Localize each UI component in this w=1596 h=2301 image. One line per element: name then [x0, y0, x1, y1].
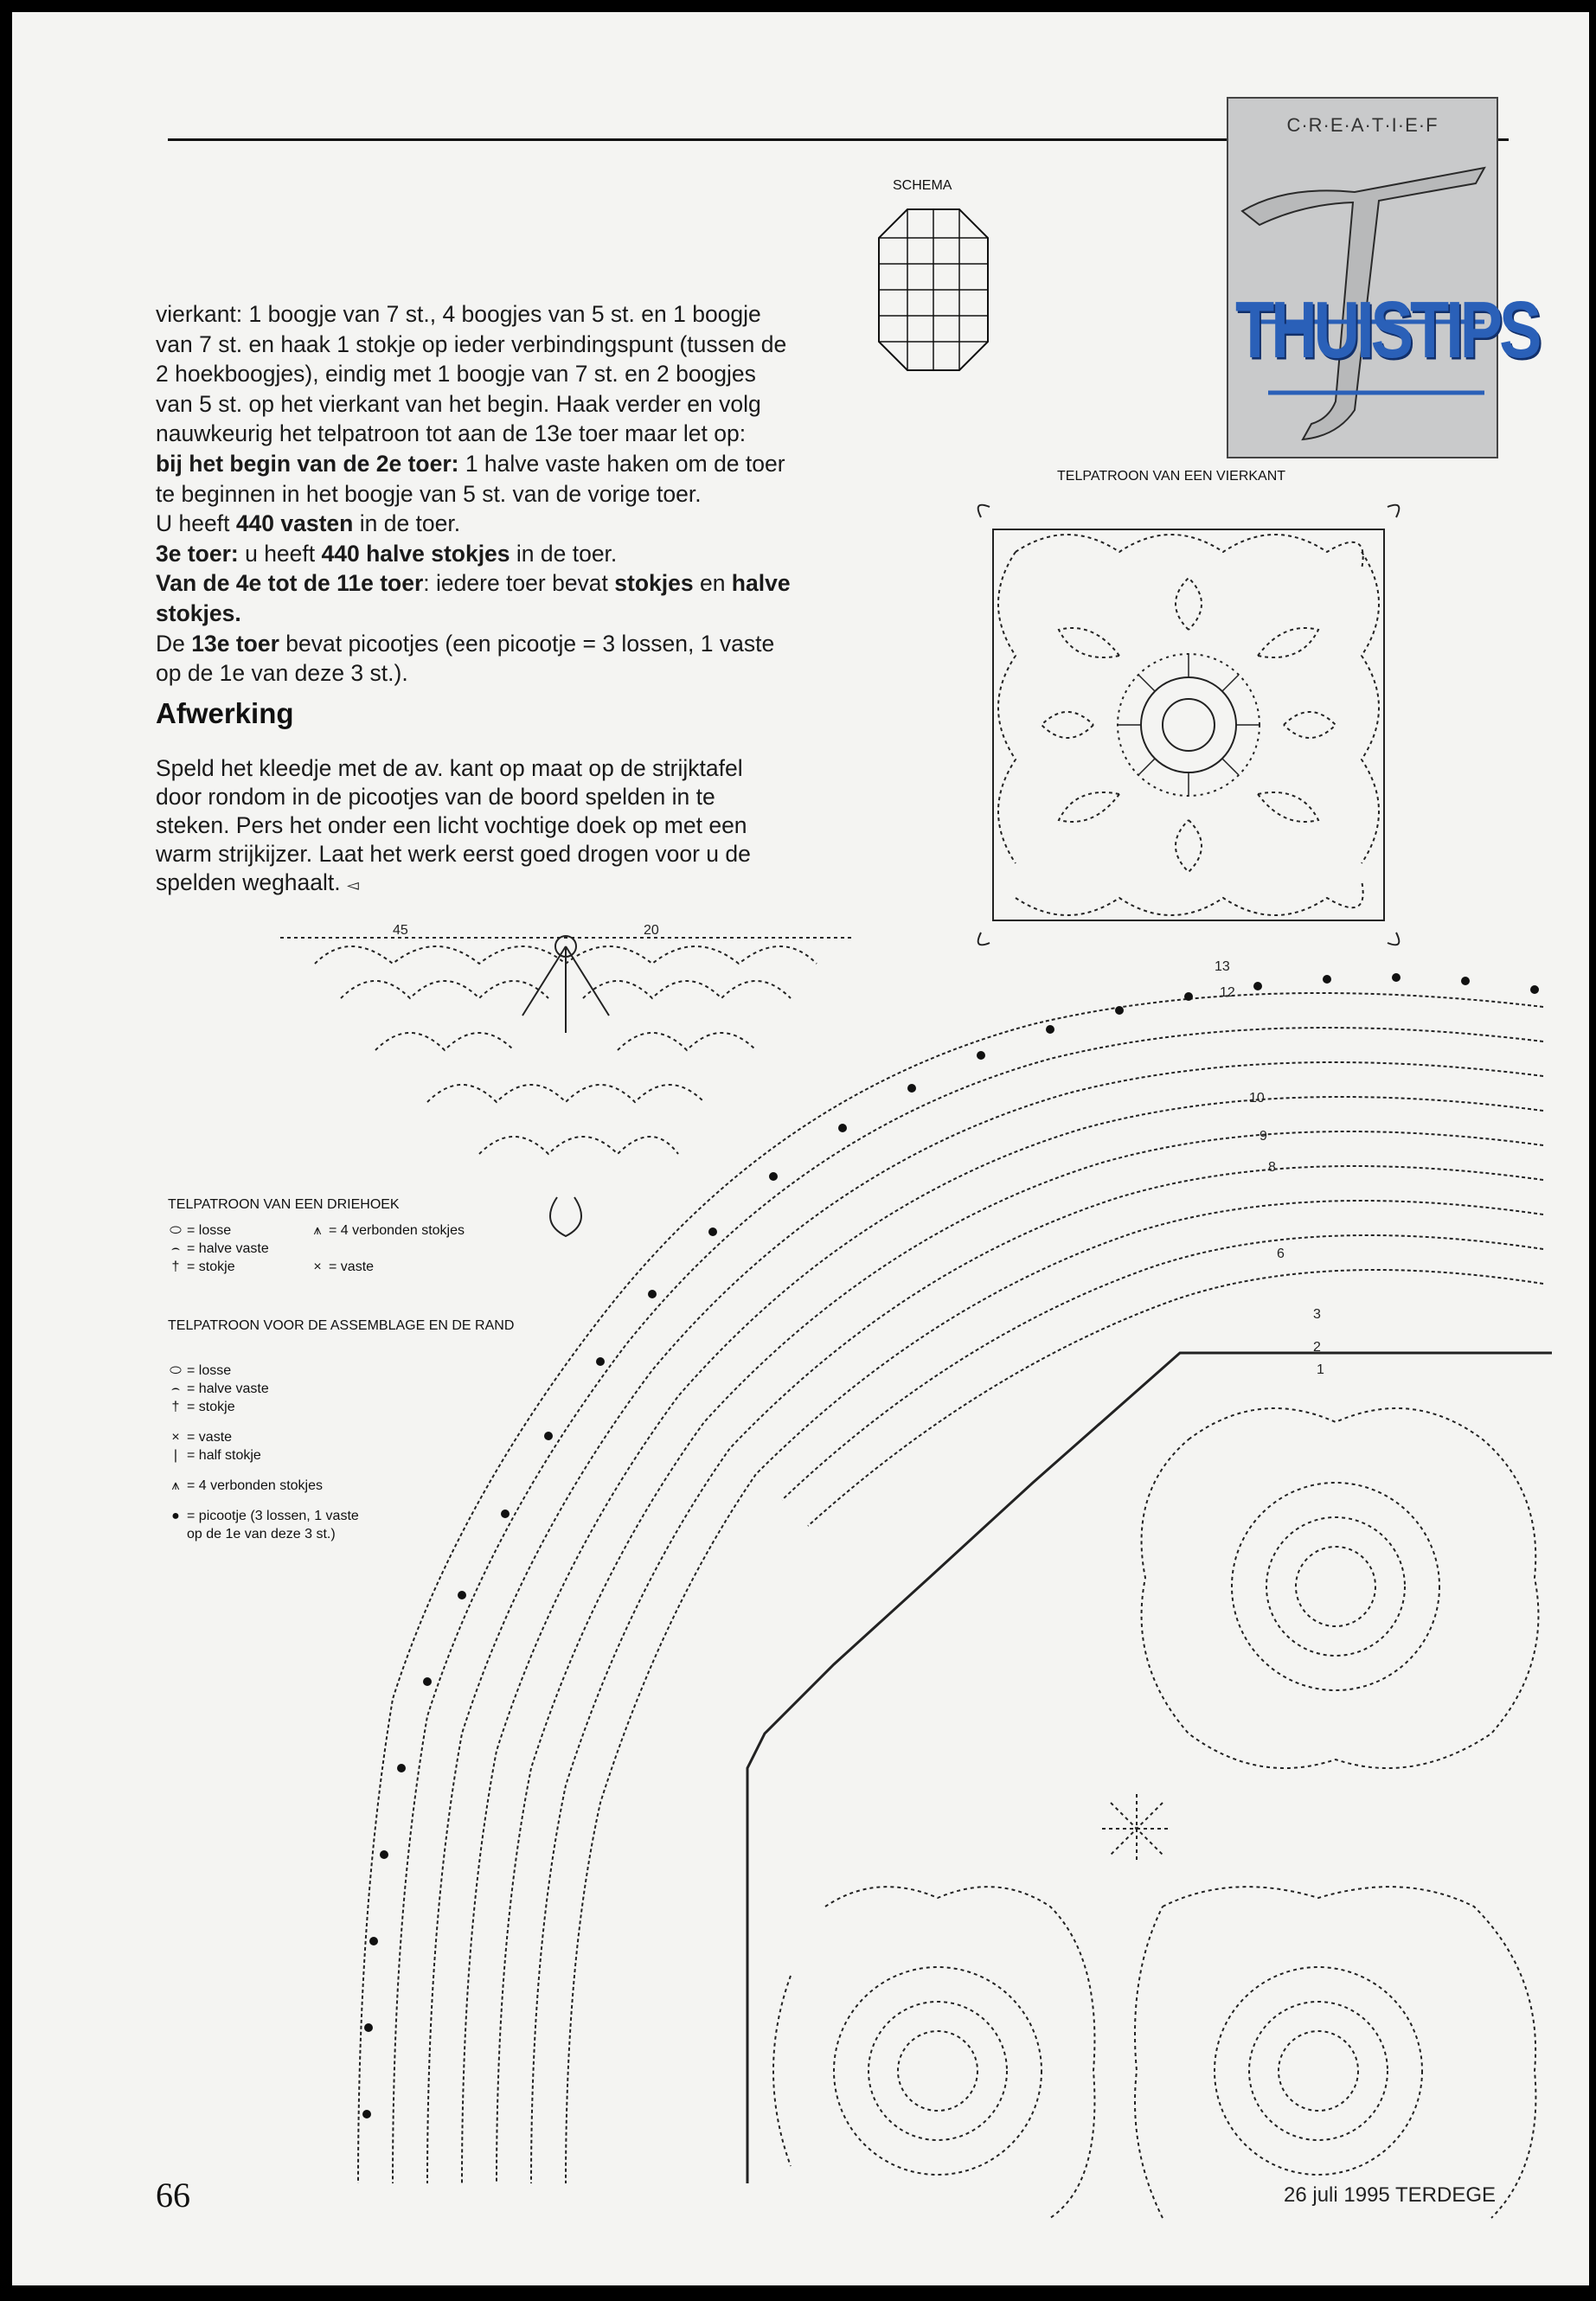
round-label: 20 — [644, 923, 659, 938]
round-label: 2 — [1313, 1340, 1321, 1355]
legend-row: ⩚ = 4 verbonden stokjes — [306, 1221, 465, 1240]
text-line: bij het begin van de 2e toer: 1 halve vaste haken om de toer — [156, 450, 785, 477]
text-line: U heeft 440 vasten in de toer. — [156, 510, 461, 537]
legend-row: ⩚ = 4 verbonden stokjes — [164, 1477, 359, 1495]
legend-row: × = vaste — [164, 1428, 359, 1446]
brand-wordmark: THUISTIPS — [1235, 285, 1539, 375]
legend-row: | = half stokje — [164, 1446, 359, 1465]
round-label: 1 — [1317, 1362, 1324, 1377]
cluster-icon: ⩚ — [171, 1478, 180, 1493]
round-label: 13 — [1215, 959, 1230, 974]
text-line: te beginnen in het boogje van 5 st. van de vorige toer. — [156, 480, 702, 507]
magazine-page — [12, 12, 1589, 2285]
text-line: vierkant: 1 boogje van 7 st., 4 boogjes van 5 st. en 1 boogje — [156, 301, 761, 327]
text-line: van 5 st. op het vierkant van het begin. Haak verder en volg — [156, 390, 761, 417]
round-label: 9 — [1259, 1129, 1267, 1144]
legend-row: ⌢ = halve vaste — [164, 1240, 269, 1258]
picot-icon: ● — [171, 1509, 180, 1523]
round-label: 12 — [1220, 985, 1235, 1000]
square-motif-diagram — [964, 500, 1413, 950]
legend-row: × = vaste — [306, 1258, 465, 1276]
thuistips-badge — [1227, 97, 1539, 458]
text-line: 2 hoekboogjes), eindig met 1 boogje van 7 st. en 2 boogjes — [156, 361, 756, 388]
round-label: 6 — [1277, 1247, 1285, 1261]
triangle-legend — [164, 1221, 269, 1276]
finish-text — [156, 754, 813, 900]
round-label: 8 — [1268, 1160, 1276, 1175]
round-label: 10 — [1249, 1091, 1265, 1106]
text-line: Speld het kleedje met de av. kant op maat op de strijktafel — [156, 755, 743, 781]
assembly-caption: TELPATROON VOOR DE ASSEMBLAGE EN DE RAND — [168, 1318, 515, 1333]
legend-row: ● = picootje (3 lossen, 1 vaste — [164, 1507, 359, 1525]
assembly-border-diagram — [341, 955, 1569, 2235]
treble-icon: † — [171, 1259, 180, 1274]
text-line: Van de 4e tot de 11e toer: iedere toer bevat stokjes en halve — [156, 570, 791, 597]
treble-icon: † — [171, 1400, 180, 1414]
page-number: 66 — [156, 2176, 190, 2214]
text-line: van 7 st. en haak 1 stokje op ieder verbindingspunt (tussen de — [156, 330, 787, 357]
single-crochet-icon: × — [313, 1259, 322, 1274]
chain-icon: ⬭ — [170, 1223, 182, 1238]
round-label: 3 — [1313, 1307, 1321, 1322]
legend-row: ⌢ = halve vaste — [164, 1380, 359, 1398]
section-heading: Afwerking — [156, 697, 294, 729]
issue-line: 26 juli 1995 TERDEGE — [1284, 2183, 1497, 2207]
triangle-caption: TELPATROON VAN EEN DRIEHOEK — [168, 1197, 400, 1212]
text-line: warm strijkijzer. Laat het werk eerst goed drogen voor u de — [156, 841, 751, 867]
single-crochet-icon: × — [171, 1430, 180, 1445]
badge-kicker: C·R·E·A·T·I·E·F — [1286, 114, 1439, 136]
legend-row: ⬭ = losse — [164, 1221, 269, 1240]
legend-row: ⬭ = losse — [164, 1362, 359, 1380]
legend-row: op de 1e van deze 3 st.) — [187, 1527, 336, 1541]
round-label: 45 — [393, 923, 408, 938]
text-line: De 13e toer bevat picootjes (een picootje = 3 lossen, 1 vaste — [156, 630, 775, 657]
legend-row: † = stokje — [164, 1398, 359, 1416]
text-line: door rondom in de picootjes van de boord spelden in te — [156, 784, 715, 810]
chain-icon: ⬭ — [170, 1363, 182, 1378]
text-line: op de 1e van deze 3 st.). — [156, 660, 408, 687]
instructions-text — [156, 299, 804, 689]
schema-label: SCHEMA — [893, 178, 952, 193]
text-line: steken. Pers het onder een licht vochtige doek op met een — [156, 812, 747, 838]
assembly-legend — [164, 1362, 359, 1543]
text-line: spelden weghaalt. ◅ — [156, 869, 359, 895]
text-line: 3e toer: u heeft 440 halve stokjes in de toer. — [156, 540, 618, 567]
slip-stitch-icon: ⌢ — [170, 1381, 181, 1396]
half-treble-icon: | — [173, 1448, 178, 1463]
text-line: stokjes. — [156, 599, 241, 626]
text-line: nauwkeurig het telpatroon tot aan de 13e toer maar let op: — [156, 420, 747, 447]
schema-diagram — [877, 208, 990, 372]
square-caption: TELPATROON VAN EEN VIERKANT — [1057, 469, 1286, 484]
cluster-icon: ⩚ — [313, 1223, 322, 1238]
slip-stitch-icon: ⌢ — [170, 1241, 181, 1256]
end-mark-icon: ◅ — [347, 876, 359, 894]
legend-row: † = stokje — [164, 1258, 269, 1276]
